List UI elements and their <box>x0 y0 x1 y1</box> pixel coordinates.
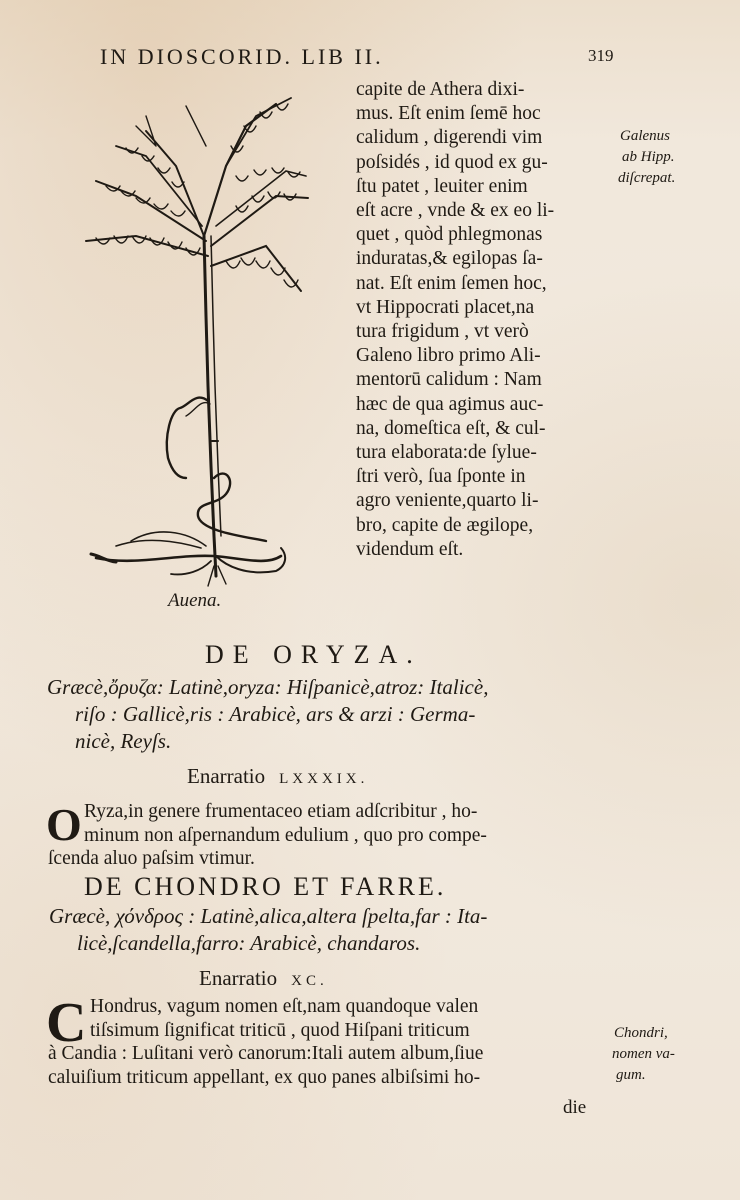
synonym-line: riſo : Gallicè,ris : Arabicè, ars & arzi : Germa- <box>75 702 476 726</box>
enarratio-number: XC. <box>291 973 328 989</box>
enarratio-label: Enarratio <box>187 764 266 788</box>
paragraph-oryza <box>48 800 487 871</box>
text-line: videndum eſt. <box>356 538 464 560</box>
drop-cap: O <box>46 799 82 850</box>
running-header <box>100 44 620 70</box>
running-title: IN DIOSCORID. LIB II. <box>100 44 384 69</box>
text-line: ſtu patet , leuiter enim <box>356 175 528 197</box>
section-title-oryza: DE ORYZA. <box>205 640 422 669</box>
margin-note-line: diſcrepat. <box>618 170 676 186</box>
paragraph-line: caluiſium triticum appellant, ex quo panes albiſsimi ho- <box>48 1066 481 1088</box>
enarratio-label: Enarratio <box>199 966 278 990</box>
text-line: mentorū calidum : Nam <box>356 369 542 391</box>
synonym-line: nicè, Reyſs. <box>75 729 172 753</box>
text-line: poſsidés , id quod ex gu- <box>356 151 548 173</box>
paragraph-chondro <box>46 992 484 1089</box>
text-line: induratas,& egilopas ſa- <box>356 248 543 270</box>
synonyms-oryza <box>47 674 488 755</box>
paragraph-line: à Candia : Luſitani verò canorum:Itali autem album,ſiue <box>48 1043 484 1064</box>
text-line: calidum , digerendi vim <box>356 127 543 149</box>
paragraph-line: tiſsimum ſignificat triticū , quod Hiſpani triticum <box>90 1019 470 1041</box>
paragraph-line: ſcenda aluo paſsim vtimur. <box>48 848 255 869</box>
page-number: 319 <box>588 46 614 65</box>
text-line: vt Hippocrati placet,na <box>356 296 535 318</box>
text-line: na, domeſtica eſt, & cul- <box>356 417 546 439</box>
synonyms-chondro <box>49 903 487 957</box>
illustration-caption: Auena. <box>168 590 222 611</box>
text-line: mus. Eſt enim ſemē hoc <box>356 103 541 125</box>
margin-note-line: gum. <box>616 1067 646 1083</box>
text-line: quet , quòd phlegmonas <box>356 224 543 246</box>
synonym-line: licè,ſcandella,farro: Arabicè, chandaros. <box>77 931 421 955</box>
oat-plant-illustration <box>76 86 326 596</box>
paragraph-line: minum non aſpernandum edulium , quo pro compe- <box>84 824 487 846</box>
text-line: agro veniente,quarto li- <box>356 490 539 512</box>
text-line: eſt acre , vnde & ex eo li- <box>356 200 555 222</box>
paragraph-line: Ryza,in genere frumentaceo etiam adſcribitur , ho- <box>84 801 478 822</box>
text-line: hæc de qua agimus auc- <box>356 393 544 415</box>
paragraph-line: Hondrus, vagum nomen eſt,nam quandoque valen <box>90 996 479 1017</box>
margin-note-chondri <box>612 1023 675 1086</box>
text-line: bro, capite de ægilope, <box>356 514 534 536</box>
enarratio-number: LXXXIX. <box>279 771 369 787</box>
enarratio-heading-90 <box>199 966 328 991</box>
text-line: tura elaborata:de ſylue- <box>356 442 537 464</box>
margin-note-galenus <box>620 126 675 189</box>
synonym-line: Græcè,ὄρυζα: Latinè,oryza: Hiſpanicè,atroz: Italicè, <box>47 675 489 699</box>
text-line: Galeno libro primo Ali- <box>356 345 541 367</box>
synonym-line: Græcè, χόνδρος : Latinè,alica,altera ſpelta,far : Ita- <box>49 904 488 928</box>
margin-note-line: ab Hipp. <box>622 149 675 165</box>
text-line: tura frigidum , vt verò <box>356 321 529 343</box>
margin-note-line: Galenus <box>620 128 670 144</box>
text-line: ſtri verò, ſua ſponte in <box>356 466 526 488</box>
column-text <box>356 78 606 562</box>
drop-cap: C <box>46 992 87 1054</box>
catchword: die <box>563 1097 587 1118</box>
text-line: nat. Eſt enim ſemen hoc, <box>356 272 547 294</box>
section-title-chondro: DE CHONDRO ET FARRE. <box>84 872 447 901</box>
margin-note-line: Chondri, <box>614 1025 668 1041</box>
enarratio-heading-89 <box>187 764 368 789</box>
text-line: capite de Athera dixi- <box>356 79 525 100</box>
margin-note-line: nomen va- <box>612 1046 675 1062</box>
